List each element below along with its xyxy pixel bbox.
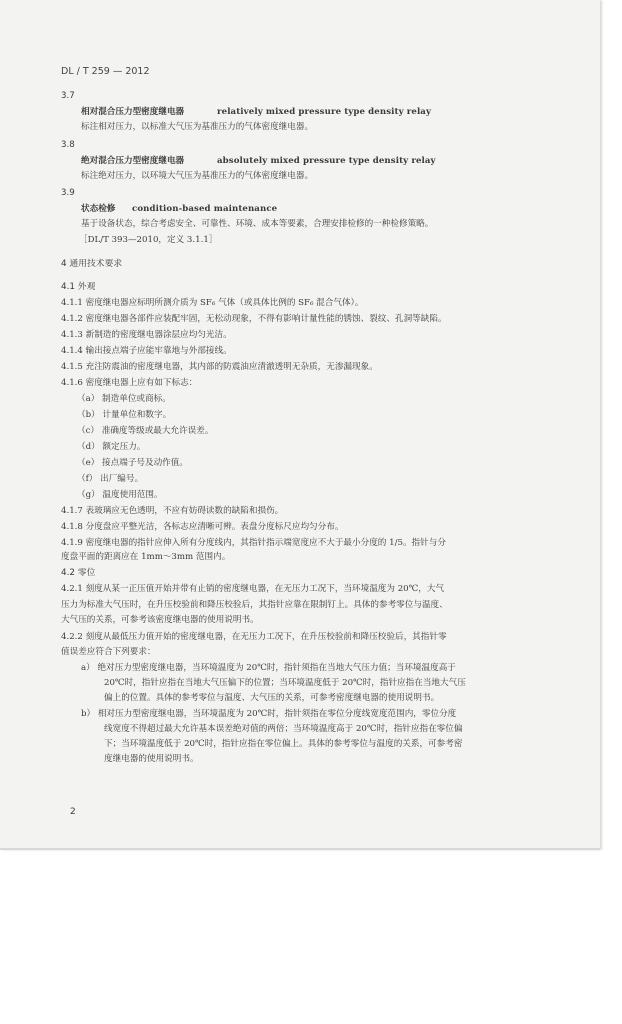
text-line-4-1-6-b: （b） 计量单位和数字。 — [77, 410, 172, 420]
text-line-3-9-term: 状态检修 — [81, 204, 116, 214]
text-line-3-9-num: 3.9 — [61, 188, 75, 198]
text-line-3-9-def: 基于设备状态，综合考虑安全、可靠性、环境、成本等要素，合理安排检修的一种检修策略。 — [81, 219, 434, 229]
text-line-3-7-en: relatively mixed pressure type density relay — [217, 107, 432, 117]
text-line-b-4: 度继电器的使用说明书。 — [104, 754, 199, 764]
text-line-4-1-6-d: （d） 额定压力。 — [77, 442, 146, 452]
text-line-4-2: 4.2 零位 — [61, 568, 96, 578]
document-header: DL / T 259 — 2012 — [61, 66, 150, 77]
text-line-3-7-def: 标注相对压力，以标准大气压为基准压力的气体密度继电器。 — [81, 122, 314, 132]
text-line-4-1-9: 4.1.9 密度继电器的指针应伸入所有分度线内，其指针指示端宽度应不大于最小分度的 1/5。指针与分 — [61, 538, 446, 548]
text-line-3-7-num: 3.7 — [61, 91, 75, 101]
text-line-4-1-6-g: （g） 温度使用范围。 — [77, 490, 163, 500]
text-line-3-8-en: absolutely mixed pressure type density relay — [217, 156, 436, 166]
text-line-4-1-5: 4.1.5 充注防震油的密度继电器，其内部的防震油应清澈透明无杂质，无渗漏现象。 — [61, 362, 378, 372]
text-line-b-2: 线宽度不得超过最大允许基本误差绝对值的两倍；当环境温度高于 20℃时，指针应指在零位偏 — [104, 724, 463, 734]
text-line-4-2-1: 4.2.1 刻度从某一正压值开始并带有止销的密度继电器，在无压力工况下，当环境温度为 20℃，大气 — [61, 584, 445, 594]
text-line-sec-4: 4 通用技术要求 — [61, 259, 123, 269]
text-line-4-1-6: 4.1.6 密度继电器上应有如下标志： — [61, 378, 198, 388]
text-line-4-1-1: 4.1.1 密度继电器应标明所测介质为 SF₆ 气体（或具体比例的 SF₆ 混合气体）。 — [61, 298, 364, 308]
text-line-4-1-2: 4.1.2 密度继电器各部件应装配牢固，无松动现象，不得有影响计量性能的锈蚀、裂纹、孔洞等缺陷。 — [61, 314, 447, 324]
text-line-3-8-term: 绝对混合压力型密度继电器 — [81, 156, 185, 166]
text-line-3-7-term: 相对混合压力型密度继电器 — [81, 107, 185, 117]
text-line-4-2-2: 4.2.2 刻度从最低压力值开始的密度继电器，在无压力工况下，在升压校验前和降压校验后，其指针零 — [61, 632, 447, 642]
text-line-4-1-6-e: （e） 接点端子号及动作值。 — [77, 458, 188, 468]
text-line-3-8-num: 3.8 — [61, 140, 75, 150]
text-line-a-1: a） 绝对压力型密度继电器，当环境温度为 20℃时，指针须指在当地大气压力值；当环境温度高于 — [81, 663, 456, 673]
text-line-4-1-8: 4.1.8 分度盘应平整光洁，各标志应清晰可辨。表盘分度标尺应均匀分布。 — [61, 522, 344, 532]
text-line-a-2: 20℃时，指针应指在当地大气压偏下的位置；当环境温度低于 20℃时，指针应指在当地大气压 — [104, 678, 466, 688]
text-line-3-9-ref: ［DL/T 393—2010，定义 3.1.1］ — [79, 235, 218, 245]
text-line-a-3: 偏上的位置。具体的参考零位与温度、大气压的关系，可参考密度继电器的使用说明书。 — [104, 693, 440, 703]
text-line-4-1-7: 4.1.7 表玻璃应无色透明，不应有妨碍读数的缺陷和损伤。 — [61, 506, 284, 516]
text-line-3-9-en: condition-based maintenance — [132, 204, 278, 214]
text-line-4-2-2-b: 值误差应符合下列要求： — [61, 647, 156, 657]
page-number: 2 — [70, 807, 76, 817]
text-line-4-1-4: 4.1.4 输出接点端子应能牢靠地与外部接线。 — [61, 346, 232, 356]
text-line-b-1: b） 相对压力型密度继电器，当环境温度为 20℃时，指针须指在零位分度线宽度范围内，零位分度 — [81, 709, 457, 719]
text-line-b-3: 下；当环境温度低于 20℃时，指针应指在零位偏上。具体的参考零位与温度的关系，可参考密 — [104, 739, 463, 749]
text-line-4-1-6-c: （c） 准确度等级或最大允许误差。 — [77, 426, 214, 436]
text-line-4-1: 4.1 外观 — [61, 282, 96, 292]
text-line-4-1-3: 4.1.3 新制造的密度继电器涂层应均匀光洁。 — [61, 330, 232, 340]
text-line-4-2-1-c: 大气压的关系，可参考该密度继电器的使用说明书。 — [61, 615, 259, 625]
text-line-4-1-6-f: （f） 出厂编号。 — [77, 474, 144, 484]
text-line-3-8-def: 标注绝对压力，以环境大气压为基准压力的气体密度继电器。 — [81, 171, 314, 181]
text-line-4-1-9-b: 度盘平面的距离应在 1mm～3mm 范围内。 — [61, 552, 231, 562]
text-line-4-1-6-a: （a） 制造单位或商标。 — [77, 394, 171, 404]
text-line-4-2-1-b: 压力为标准大气压时，在升压校验前和降压校验后，其指针应靠在限制钉上。具体的参考零位与温度、 — [61, 600, 448, 610]
